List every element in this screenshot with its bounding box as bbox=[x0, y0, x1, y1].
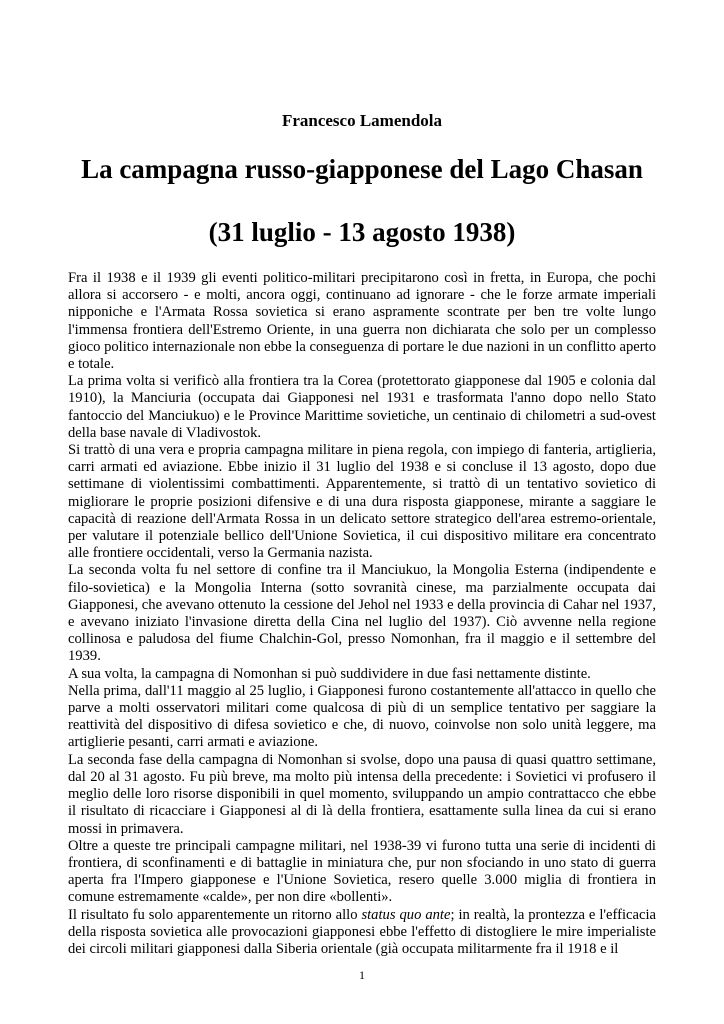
paragraph: Nella prima, dall'11 maggio al 25 luglio, i Giapponesi furono costantemente all'attacco in quello che parve a molti osservatori militari come qualcosa di più di un semplice tentativo per saggiare la reattività del dispositivo di difesa sovietico e che, di nuovo, coinvolse non solo unità leggere, ma artiglierie pesanti, carri armati e aviazione. bbox=[68, 682, 656, 751]
document-page bbox=[68, 0, 656, 1024]
paragraph: La prima volta si verificò alla frontiera tra la Corea (protettorato giapponese dal 1905 e colonia dal 1910), la Manciuria (occupata dai Giapponesi nel 1931 e trasformata l'anno dopo nello Stato fantoccio del Manciukuo) e le Province Marittime sovietiche, un centinaio di chilometri a sud-ovest della base navale di Vladivostok. bbox=[68, 373, 656, 441]
paragraph: A sua volta, la campagna di Nomonhan si può suddividere in due fasi nettamente distinte. bbox=[68, 665, 591, 682]
body-text bbox=[68, 270, 656, 958]
document-dates: (31 luglio - 13 agosto 1938) bbox=[208, 217, 516, 247]
italic-phrase: status quo ante bbox=[361, 906, 451, 923]
paragraph: Si trattò di una vera e propria campagna militare in piena regola, con impiego di fanteria, artiglieria, carri armati ed aviazione. Ebbe inizio il 31 luglio del 1938 e si concluse il 13 agosto, dopo due settimane di violentissimi combattimenti. Apparentemente, si trattò di un tentativo sovietico di migliorare le proprie posizioni difensive e di una dura risposta giapponese, mirante a saggiare le capacità di reazione dell'Armata Rossa in un delicato settore strategico dell'area estremo-orientale, per valutare il potenziale bellico dell'Unione Sovietica, il cui dispositivo militare era concentrato alle frontiere occidentali, verso la Germania nazista. bbox=[68, 442, 656, 562]
paragraph: Oltre a queste tre principali campagne militari, nel 1938-39 vi furono tutta una serie di incidenti di frontiera, di sconfinamenti e di battaglie in miniatura che, pur non sfociando in uno stato di guerra aperta fra l'Impero giapponese e l'Unione Sovietica, resero quelle 3.000 miglia di frontiera in comune estremamente «calde», per non dire «bollenti». bbox=[68, 837, 656, 906]
page-number: 1 bbox=[359, 968, 365, 982]
paragraph: La seconda fase della campagna di Nomonhan si svolse, dopo una pausa di quasi quattro settimane, dal 20 al 31 agosto. Fu più breve, ma molto più intensa della precedente: i Sovietici vi profusero il meglio delle loro risorse disponibili in quel momento, sviluppando un ampio contrattacco che ebbe il risultato di ricacciare i Giapponesi al di là della frontiera, esattamente sulla linea da cui si erano mossi in primavera. bbox=[68, 751, 656, 837]
paragraph: Fra il 1938 e il 1939 gli eventi politico-militari precipitarono così in fretta, in Europa, che pochi allora si accorsero - e molti, ancora oggi, continuano ad ignorare - che le forze armate imperiali nipponiche e l'Armata Rossa sovietica si erano aspramente scontrate per ben tre volte lungo l'immensa frontiera dell'Estremo Oriente, in una guerra non dichiarata che solo per un complesso gioco politico internazionale non ebbe la conseguenza di portare le due nazioni in un conflitto aperto e totale. bbox=[68, 270, 656, 373]
author-name: Francesco Lamendola bbox=[281, 111, 443, 130]
paragraph: La seconda volta fu nel settore di confine tra il Manciukuo, la Mongolia Esterna (indipendente e filo-sovietica) e la Mongolia Interna (sotto sovranità cinese, ma parzialmente occupata dai Giapponesi, che avevano ottenuto la cessione del Jehol nel 1933 e della provincia di Cahar nel 1937, e avevano iniziato l'invasione diretta della Cina nel luglio del 1937). Ciò avvenne nella regione collinosa e paludosa del fiume Chalchin-Gol, presso Nomonhan, fra il maggio e il settembre del 1939. bbox=[68, 562, 656, 665]
last-paragraph-end: ; in realtà, la prontezza e l'efficacia della risposta sovietica alle provocazioni giapponesi ebbe l'effetto di distogliere le mire imperialiste dei circoli militari giapponesi dalla Siberia orientale (già occupata militarmente fra il 1918 e il bbox=[68, 906, 657, 957]
last-paragraph-start: Il risultato fu solo apparentemente un ritorno allo bbox=[68, 906, 362, 923]
document-title: La campagna russo-giapponese del Lago Chasan bbox=[81, 154, 643, 184]
last-paragraph bbox=[68, 907, 656, 959]
